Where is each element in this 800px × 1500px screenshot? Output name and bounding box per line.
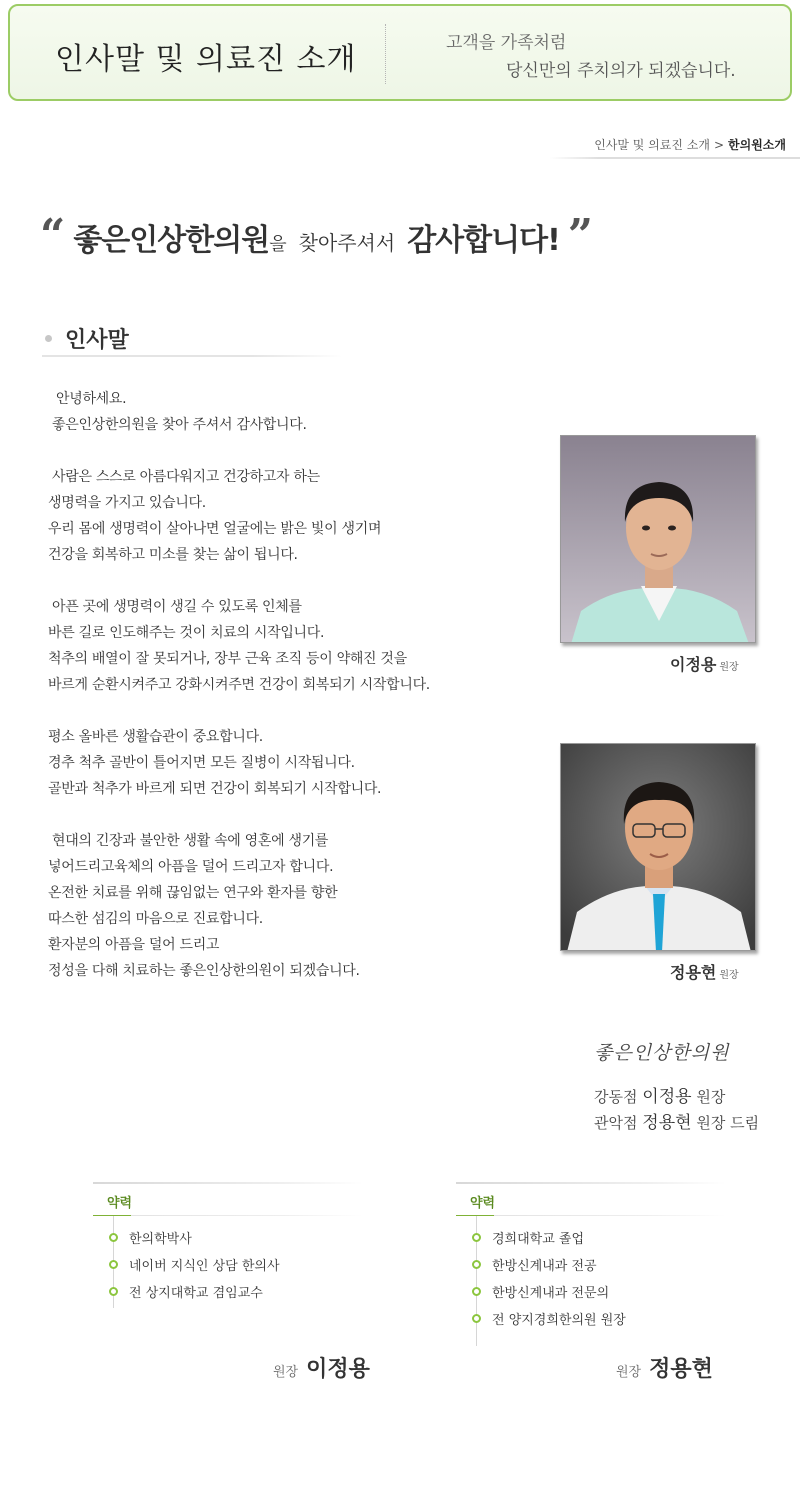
greeting-line: 경추 척추 골반이 틀어지면 모든 질병이 시작됩니다. xyxy=(48,755,355,771)
director-name: 이정용 xyxy=(642,1087,692,1107)
greeting-line: 바르게 순환시켜주고 강화시켜주면 건강이 회복되기 시작합니다. xyxy=(48,677,430,693)
breadcrumb-parent[interactable]: 인사말 및 의료진 소개 xyxy=(594,138,710,152)
career-list xyxy=(472,1224,626,1332)
list-item xyxy=(109,1251,280,1278)
doctor-photo-2 xyxy=(560,743,756,951)
header-slogan-line1: 고객을 가족처럼 xyxy=(446,33,567,53)
page-title: 인사말 및 의료진 소개 xyxy=(55,42,357,77)
open-quote-mark: “ xyxy=(40,210,66,261)
greeting-line: 온전한 치료를 위해 끊임없는 연구와 환자를 향한 xyxy=(48,885,338,901)
doctor-caption-1 xyxy=(670,652,739,675)
doctor-photo-1 xyxy=(560,435,756,643)
bullet-icon xyxy=(45,335,52,342)
greeting-heading xyxy=(45,323,129,354)
card-top-border xyxy=(456,1182,726,1184)
list-item xyxy=(472,1224,626,1251)
career-item-text: 한의학박사 xyxy=(129,1232,192,1247)
card-top-border xyxy=(93,1182,363,1184)
greeting-line: 사람은 스스로 아름다워지고 건강하고자 하는 xyxy=(52,469,320,485)
doctor-name: 이정용 xyxy=(670,655,717,674)
breadcrumb-current: 한의원소개 xyxy=(728,138,786,152)
circle-bullet-icon xyxy=(109,1287,118,1296)
greeting-line: 생명력을 가지고 있습니다. xyxy=(48,495,206,511)
director-name: 정용현 xyxy=(642,1113,692,1133)
circle-bullet-icon xyxy=(109,1260,118,1269)
circle-bullet-icon xyxy=(472,1287,481,1296)
clinic-name: 좋은인상한의원 xyxy=(73,223,270,258)
signature-line-1 xyxy=(594,1082,725,1107)
career-name: 정용현 xyxy=(649,1357,713,1382)
greeting-paragraph xyxy=(48,594,528,698)
circle-bullet-icon xyxy=(472,1314,481,1323)
career-item-text: 한방신계내과 전공 xyxy=(492,1259,597,1274)
greeting-paragraph xyxy=(48,828,528,984)
breadcrumb-separator: > xyxy=(713,137,725,152)
career-item-text: 네이버 지식인 상담 한의사 xyxy=(129,1259,280,1274)
greeting-line: 평소 올바른 생활습관이 중요합니다. xyxy=(48,729,263,745)
career-label: 약력 xyxy=(470,1196,496,1211)
greeting-line: 우리 몸에 생명력이 살아나면 얼굴에는 밝은 빛이 생기며 xyxy=(48,521,382,537)
list-item xyxy=(109,1224,280,1251)
career-role: 원장 xyxy=(616,1365,642,1380)
headline-emphasis: 감사합니다! xyxy=(407,223,560,258)
header-divider xyxy=(385,24,386,84)
greeting-line: 바른 길로 인도해주는 것이 치료의 시작입니다. xyxy=(48,625,325,641)
greeting-line: 골반과 척추가 바르게 되면 건강이 회복되기 시작합니다. xyxy=(48,781,382,797)
career-item-text: 전 상지대학교 겸임교수 xyxy=(129,1286,263,1301)
career-item-text: 경희대학교 졸업 xyxy=(492,1232,585,1247)
career-signature-1 xyxy=(273,1352,370,1383)
greeting-line: 정성을 다해 치료하는 좋은인상한의원이 되겠습니다. xyxy=(48,963,360,979)
greeting-text xyxy=(48,386,528,1010)
career-name: 이정용 xyxy=(306,1357,370,1382)
circle-bullet-icon xyxy=(472,1233,481,1242)
headline-middle: 찾아주셔서 xyxy=(298,231,396,255)
circle-bullet-icon xyxy=(109,1233,118,1242)
career-item-text: 전 양지경희한의원 원장 xyxy=(492,1313,626,1328)
greeting-line: 환자분의 아픔을 덜어 드리고 xyxy=(48,937,220,953)
circle-bullet-icon xyxy=(472,1260,481,1269)
career-label-underline xyxy=(456,1215,726,1216)
greeting-line: 건강을 회복하고 미소를 찾는 삶이 됩니다. xyxy=(48,547,298,563)
greeting-paragraph xyxy=(48,386,528,438)
branch-name: 관악점 xyxy=(594,1114,638,1132)
greeting-line: 좋은인상한의원을 찾아 주셔서 감사합니다. xyxy=(52,417,307,433)
section-divider xyxy=(42,355,342,357)
page-header xyxy=(8,4,792,101)
greeting-paragraph xyxy=(48,724,528,802)
header-slogan-line2: 당신만의 주치의가 되겠습니다. xyxy=(506,61,736,81)
greeting-line: 넣어드리고육체의 아픔을 덜어 드리고자 합니다. xyxy=(48,859,334,875)
doctor-role: 원장 xyxy=(719,970,739,981)
director-role: 원장 드림 xyxy=(696,1114,760,1132)
doctor-role: 원장 xyxy=(719,662,739,673)
list-item xyxy=(472,1251,626,1278)
career-label-underline xyxy=(93,1215,363,1216)
career-item-text: 한방신계내과 전문의 xyxy=(492,1286,610,1301)
greeting-line: 따스한 섬김의 마음으로 진료합니다. xyxy=(48,911,263,927)
greeting-line: 척추의 배열이 잘 못되거나, 장부 근육 조직 등이 약해진 것을 xyxy=(48,651,407,667)
director-role: 원장 xyxy=(696,1088,726,1106)
headline-particle: 을 xyxy=(269,234,287,255)
greeting-line: 아픈 곳에 생명력이 생길 수 있도록 인체를 xyxy=(52,599,302,615)
greeting-paragraph xyxy=(48,464,528,568)
greeting-title: 인사말 xyxy=(65,328,129,353)
welcome-headline xyxy=(40,210,593,261)
career-role: 원장 xyxy=(273,1365,299,1380)
greeting-line: 안녕하세요. xyxy=(56,391,127,407)
career-label: 약력 xyxy=(107,1196,133,1211)
list-item xyxy=(472,1305,626,1332)
list-item xyxy=(109,1278,280,1305)
clinic-logo: 좋은인상한의원 xyxy=(594,1042,730,1064)
breadcrumb-underline xyxy=(550,157,800,159)
list-item xyxy=(472,1278,626,1305)
doctor-caption-2 xyxy=(670,960,739,983)
doctor-name: 정용현 xyxy=(670,963,717,982)
branch-name: 강동점 xyxy=(594,1088,638,1106)
close-quote-mark: ” xyxy=(567,210,594,261)
career-signature-2 xyxy=(616,1352,713,1383)
breadcrumb xyxy=(594,136,786,153)
signature-line-2 xyxy=(594,1108,759,1133)
career-list xyxy=(109,1224,280,1305)
greeting-line: 현대의 긴장과 불안한 생활 속에 영혼에 생기를 xyxy=(52,833,329,849)
